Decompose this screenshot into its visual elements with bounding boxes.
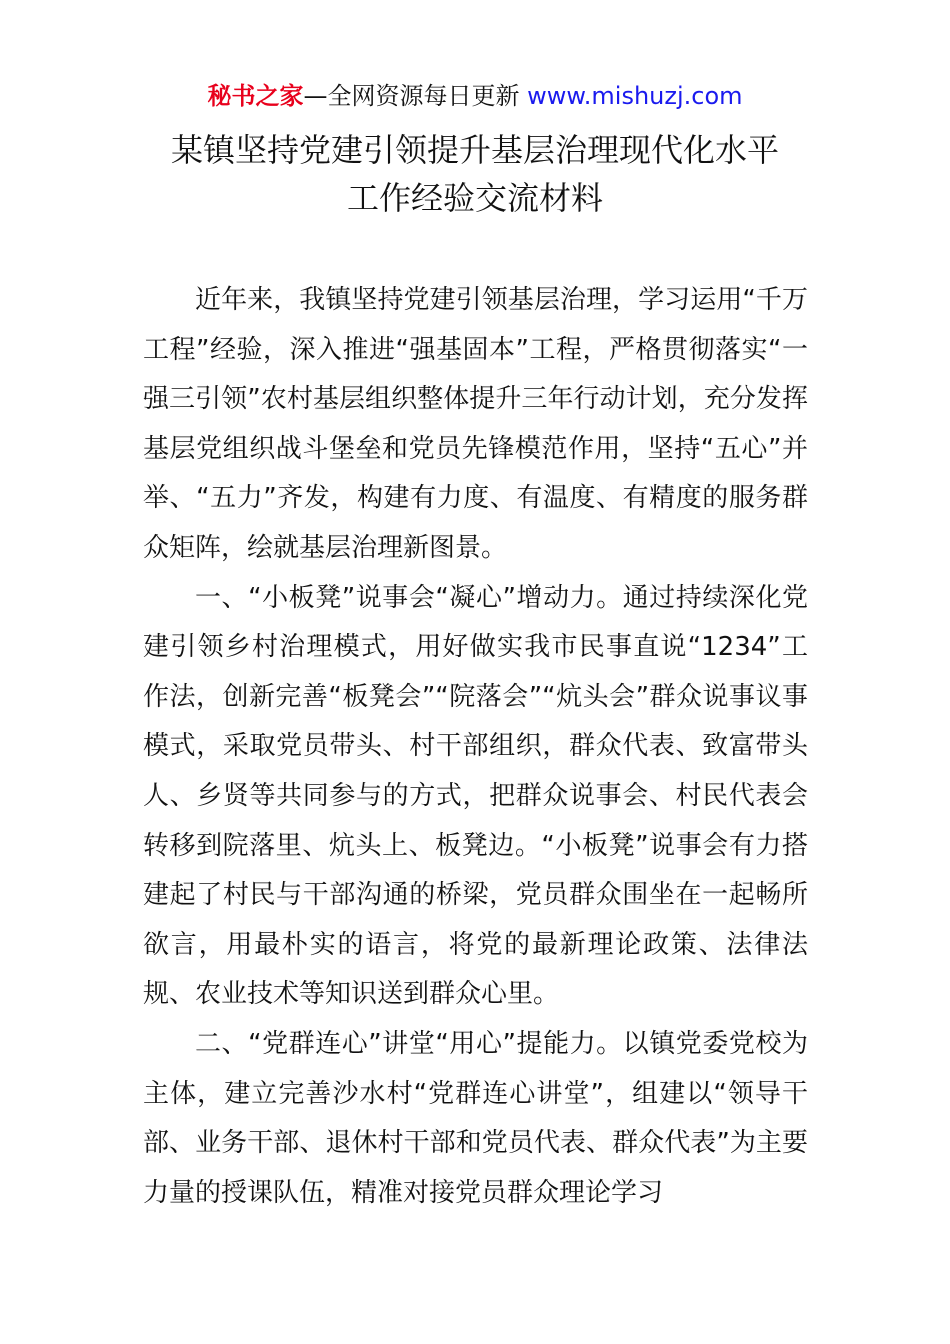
- site-header: [0, 80, 950, 112]
- site-url-link[interactable]: www.mishuzj.com: [527, 82, 743, 110]
- document-title-line-2: 工作经验交流材料: [346, 179, 603, 217]
- document-body: [143, 276, 808, 1218]
- site-brand: 秘书之家: [207, 82, 304, 110]
- paragraph-intro: 近年来，我镇坚持党建引领基层治理，学习运用“千万工程”经验，深入推进“强基固本”工程，严格贯彻落实“一强三引领”农村基层组织整体提升三年行动计划，充分发挥基层党组织战斗堡垒和党员先锋模范作用，坚持“五心”并举、“五力”齐发，构建有力度、有温度、有精度的服务群众矩阵，绘就基层治理新图景。: [143, 285, 808, 563]
- document-title-line-1: 某镇坚持党建引领提升基层治理现代化水平: [170, 131, 779, 169]
- paragraph-section-2: 二、“党群连心”讲堂“用心”提能力。以镇党委党校为主体，建立完善沙水村“党群连心讲堂”，组建以“领导干部、业务干部、退休村干部和党员代表、群众代表”为主要力量的授课队伍，精准对接党员群众理论学习: [143, 1028, 808, 1208]
- site-tagline: —全网资源每日更新: [303, 82, 528, 110]
- paragraph-section-1: 一、“小板凳”说事会“凝心”增动力。通过持续深化党建引领乡村治理模式，用好做实我市民事直说“1234”工作法，创新完善“板凳会”“院落会”“炕头会”群众说事议事模式，采取党员带头、村干部组织，群众代表、致富带头人、乡贤等共同参与的方式，把群众说事会、村民代表会转移到院落里、炕头上、板凳边。“小板凳”说事会有力搭建起了村民与干部沟通的桥梁，党员群众围坐在一起畅所欲言，用最朴实的语言，将党的最新理论政策、法律法规、农业技术等知识送到群众心里。: [143, 582, 808, 1010]
